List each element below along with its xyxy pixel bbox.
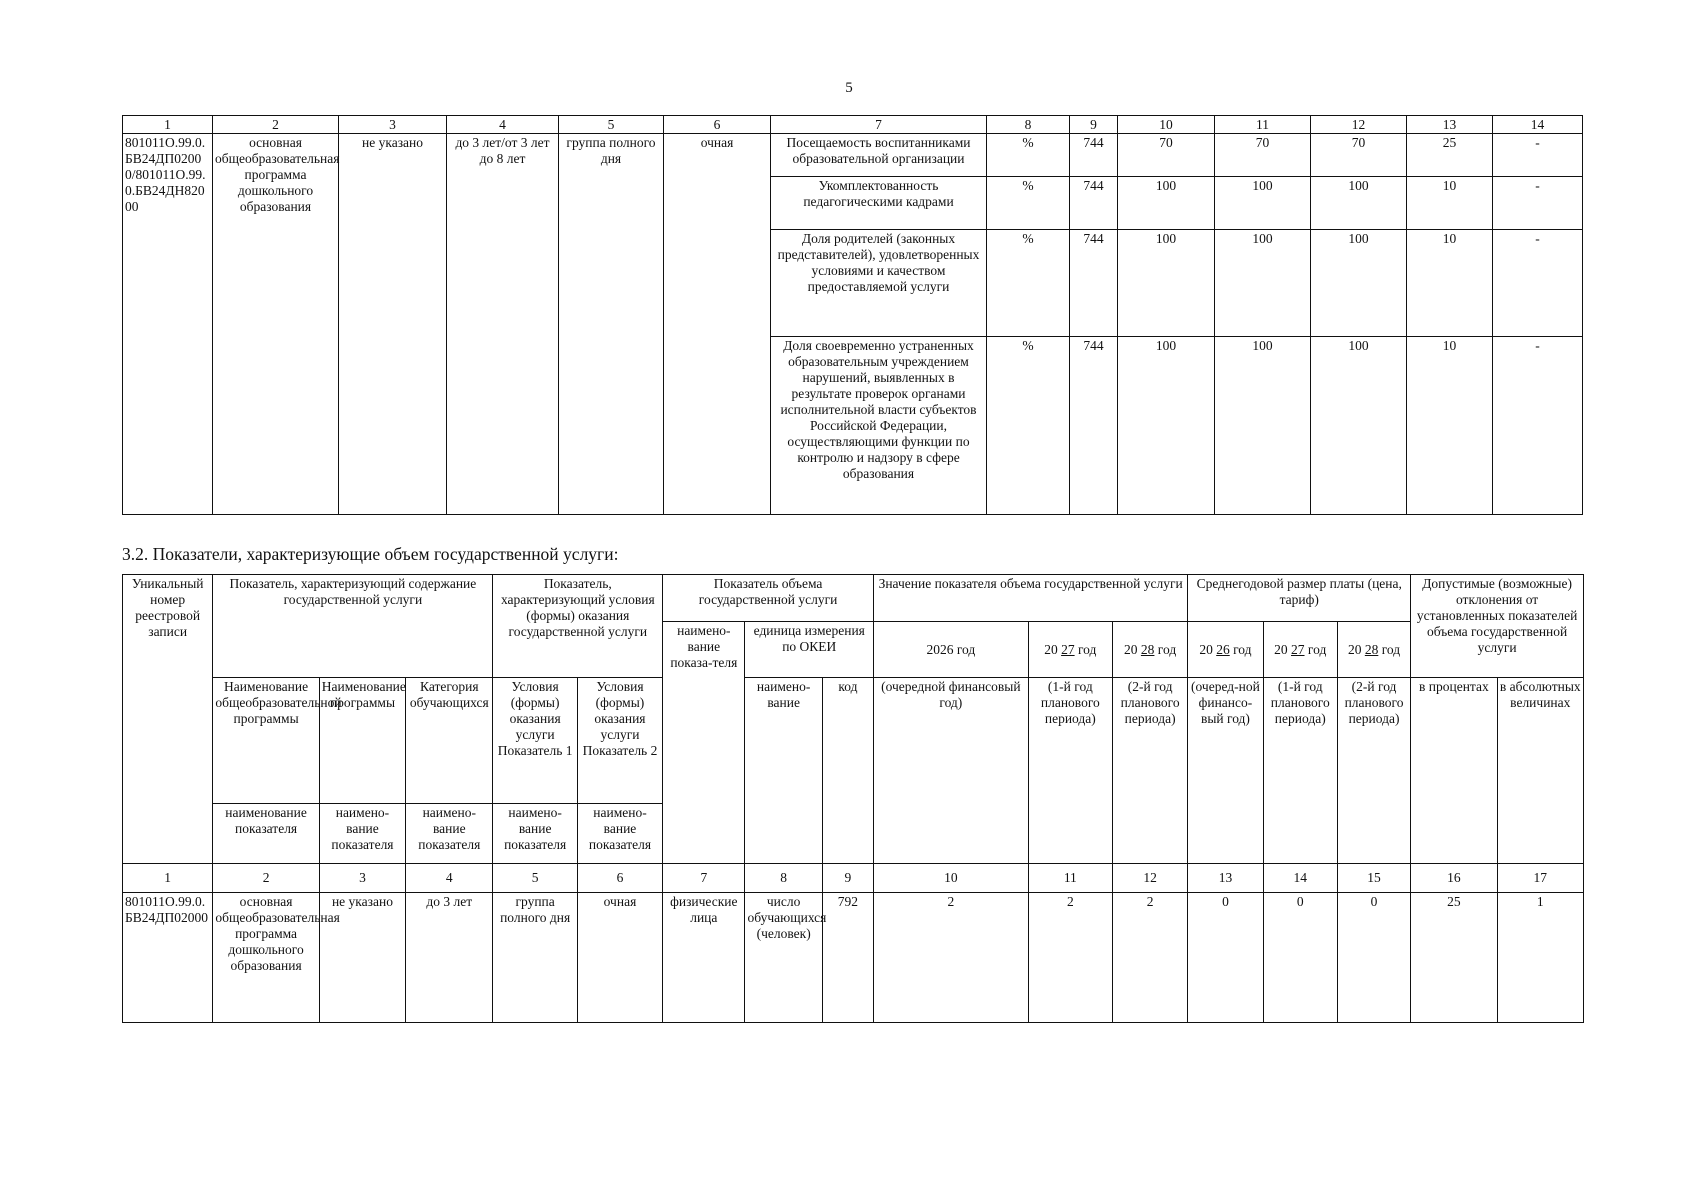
- deviations-header: Допустимые (возможные) отклонения от установленных показателей объема государственной услуги: [1411, 575, 1584, 678]
- volume-indicator-header: Показатель объема государственной услуги: [663, 575, 874, 622]
- col-number: 5: [493, 864, 577, 893]
- group-type: группа полного дня: [493, 893, 577, 1023]
- col-number: 12: [1112, 864, 1187, 893]
- page-number: 5: [845, 80, 853, 96]
- okei-code: 744: [1070, 337, 1118, 515]
- deviation-absolute: 1: [1497, 893, 1583, 1023]
- col-number: 17: [1497, 864, 1583, 893]
- study-form: очная: [577, 893, 662, 1023]
- okei-code: 744: [1070, 134, 1118, 177]
- year-2028-note: (2-й год планового периода): [1112, 678, 1187, 864]
- age-group: до 3 лет: [406, 893, 493, 1023]
- value-2028: 100: [1311, 230, 1407, 337]
- section-title: 3.2. Показатели, характеризующие объем государственной услуги:: [122, 544, 619, 564]
- content-indicator-header: Показатель, характеризующий содержание государственной услуги: [213, 575, 493, 678]
- program-name: основная общеобразовательная программа дошкольного образования: [213, 893, 319, 1023]
- study-form: очная: [664, 134, 771, 515]
- conditions-indicator-header: Показатель, характеризующий условия (формы) оказания государственной услуги: [493, 575, 663, 678]
- fee-2028-note: (2-й год планового периода): [1337, 678, 1410, 864]
- col-number: 4: [447, 116, 559, 134]
- deviation-percent: 25: [1411, 893, 1497, 1023]
- okei-code: 744: [1070, 177, 1118, 230]
- column-numbers-row: [123, 864, 1584, 893]
- deviation-percent: 10: [1407, 230, 1493, 337]
- indicator-name: Укомплектованность педагогическими кадрами: [771, 177, 987, 230]
- age-group: до 3 лет/от 3 лет до 8 лет: [447, 134, 559, 515]
- in-absolute-header: в абсолютных величинах: [1497, 678, 1583, 864]
- sub-condition-2-header: Условия (формы) оказания услуги Показатель 2: [577, 678, 662, 804]
- deviation-absolute: -: [1493, 134, 1583, 177]
- registry-code: 801011О.99.0.БВ24ДП02000: [123, 893, 213, 1023]
- col-number: 7: [663, 864, 745, 893]
- indicator-name: Доля родителей (законных представителей), удовлетворенных условиями и качеством предоставляемой услуги: [771, 230, 987, 337]
- col-number: 16: [1411, 864, 1497, 893]
- col-number: 15: [1337, 864, 1410, 893]
- value-2026: 100: [1118, 177, 1215, 230]
- value-2028: 70: [1311, 134, 1407, 177]
- header-row: [123, 678, 1584, 804]
- col-number: 4: [406, 864, 493, 893]
- indicator-name-label: наименование показателя: [213, 804, 319, 864]
- in-percent-header: в процентах: [1411, 678, 1497, 864]
- year-2026-header: 2026 год: [874, 622, 1029, 678]
- value-2028: 100: [1311, 177, 1407, 230]
- col-number: 14: [1493, 116, 1583, 134]
- col-number: 2: [213, 864, 319, 893]
- col-number: 11: [1215, 116, 1311, 134]
- fee-2028: 0: [1337, 893, 1410, 1023]
- indicator-name-label: наимено-вание показателя: [493, 804, 577, 864]
- col-number: 6: [577, 864, 662, 893]
- deviation-absolute: -: [1493, 177, 1583, 230]
- col-number: 3: [339, 116, 447, 134]
- value-2026: 100: [1118, 230, 1215, 337]
- volume-indicators-table: [122, 574, 1584, 1023]
- value-2027: 100: [1215, 230, 1311, 337]
- fee-2027-note: (1-й год планового периода): [1263, 678, 1337, 864]
- col-number: 2: [213, 116, 339, 134]
- sub-condition-1-header: Условия (формы) оказания услуги Показатель 1: [493, 678, 577, 804]
- fee-2026: 0: [1188, 893, 1263, 1023]
- value-2028: 100: [1311, 337, 1407, 515]
- col-number: 14: [1263, 864, 1337, 893]
- header-row: [123, 575, 1584, 622]
- sub-category-header: Категория обучающихся: [406, 678, 493, 804]
- col-number: 3: [319, 864, 405, 893]
- sub-program-name-header: Наименование общеобразовательной программы: [213, 678, 319, 804]
- quality-indicators-table: [122, 115, 1583, 515]
- fee-2027: 0: [1263, 893, 1337, 1023]
- table-row: [123, 893, 1584, 1023]
- fee-2027-header: 20 27 год: [1263, 622, 1337, 678]
- fee-2028-header: 20 28 год: [1337, 622, 1410, 678]
- deviation-percent: 10: [1407, 337, 1493, 515]
- value-2026: 100: [1118, 337, 1215, 515]
- program-name: основная общеобразовательная программа дошкольного образования: [213, 134, 339, 515]
- fee-2026-header: 20 26 год: [1188, 622, 1263, 678]
- okei-code-header: код: [822, 678, 873, 864]
- unit: %: [987, 230, 1070, 337]
- value-2027: 70: [1215, 134, 1311, 177]
- volume-indicator: физические лица: [663, 893, 745, 1023]
- column-numbers-row: [123, 116, 1583, 134]
- col-number: 10: [1118, 116, 1215, 134]
- col-number: 8: [987, 116, 1070, 134]
- year-2027-note: (1-й год планового периода): [1028, 678, 1112, 864]
- col-number: 1: [123, 116, 213, 134]
- volume-value-header: Значение показателя объема государственной услуги: [874, 575, 1188, 622]
- indicator-name-label: наимено-вание показателя: [577, 804, 662, 864]
- okei-name-header: наимено-вание: [745, 678, 822, 864]
- indicator-name-header: наимено-вание показа-теля: [663, 622, 745, 864]
- col-number: 1: [123, 864, 213, 893]
- deviation-percent: 25: [1407, 134, 1493, 177]
- value-2028: 2: [1112, 893, 1187, 1023]
- value-2026: 70: [1118, 134, 1215, 177]
- indicator-name: Доля своевременно устраненных образовательным учреждением нарушений, выявленных в результате проверок органами исполнительной власти субъектов Российской Федерации, осуществляющими функции по контролю и надзору в сфере образования: [771, 337, 987, 515]
- value-2027: 2: [1028, 893, 1112, 1023]
- col-number: 8: [745, 864, 822, 893]
- col-number: 11: [1028, 864, 1112, 893]
- okei-unit-header: единица измерения по ОКЕИ: [745, 622, 874, 678]
- value-2027: 100: [1215, 177, 1311, 230]
- col-number: 12: [1311, 116, 1407, 134]
- deviation-percent: 10: [1407, 177, 1493, 230]
- value-2026: 2: [874, 893, 1029, 1023]
- category: не указано: [339, 134, 447, 515]
- col-number: 5: [559, 116, 664, 134]
- col-number: 10: [874, 864, 1029, 893]
- unit: %: [987, 177, 1070, 230]
- unique-number-header: Уникальный номер реестровой записи: [123, 575, 213, 864]
- okei-code: 792: [822, 893, 873, 1023]
- col-number: 13: [1407, 116, 1493, 134]
- okei-code: 744: [1070, 230, 1118, 337]
- year-2027-header: 20 27 год: [1028, 622, 1112, 678]
- table-row: [123, 134, 1583, 177]
- avg-fee-header: Среднегодовой размер платы (цена, тариф): [1188, 575, 1411, 622]
- okei-unit-name: число обучающихся (человек): [745, 893, 822, 1023]
- unit: %: [987, 134, 1070, 177]
- value-2027: 100: [1215, 337, 1311, 515]
- col-number: 6: [664, 116, 771, 134]
- col-number: 9: [1070, 116, 1118, 134]
- group-type: группа полного дня: [559, 134, 664, 515]
- col-number: 9: [822, 864, 873, 893]
- year-2028-header: 20 28 год: [1112, 622, 1187, 678]
- category: не указано: [319, 893, 405, 1023]
- col-number: 7: [771, 116, 987, 134]
- year-2026-note: (очередной финансовый год): [874, 678, 1029, 864]
- indicator-name-label: наимено-вание показателя: [406, 804, 493, 864]
- registry-code: 801011О.99.0.БВ24ДП02000/801011О.99.0.БВ24ДН82000: [123, 134, 213, 515]
- fee-2026-note: (очеред-ной финансо-вый год): [1188, 678, 1263, 864]
- col-number: 13: [1188, 864, 1263, 893]
- deviation-absolute: -: [1493, 337, 1583, 515]
- indicator-name-label: наимено-вание показателя: [319, 804, 405, 864]
- unit: %: [987, 337, 1070, 515]
- indicator-name: Посещаемость воспитанниками образовательной организации: [771, 134, 987, 177]
- deviation-absolute: -: [1493, 230, 1583, 337]
- sub-programs-header: Наименование программы: [319, 678, 405, 804]
